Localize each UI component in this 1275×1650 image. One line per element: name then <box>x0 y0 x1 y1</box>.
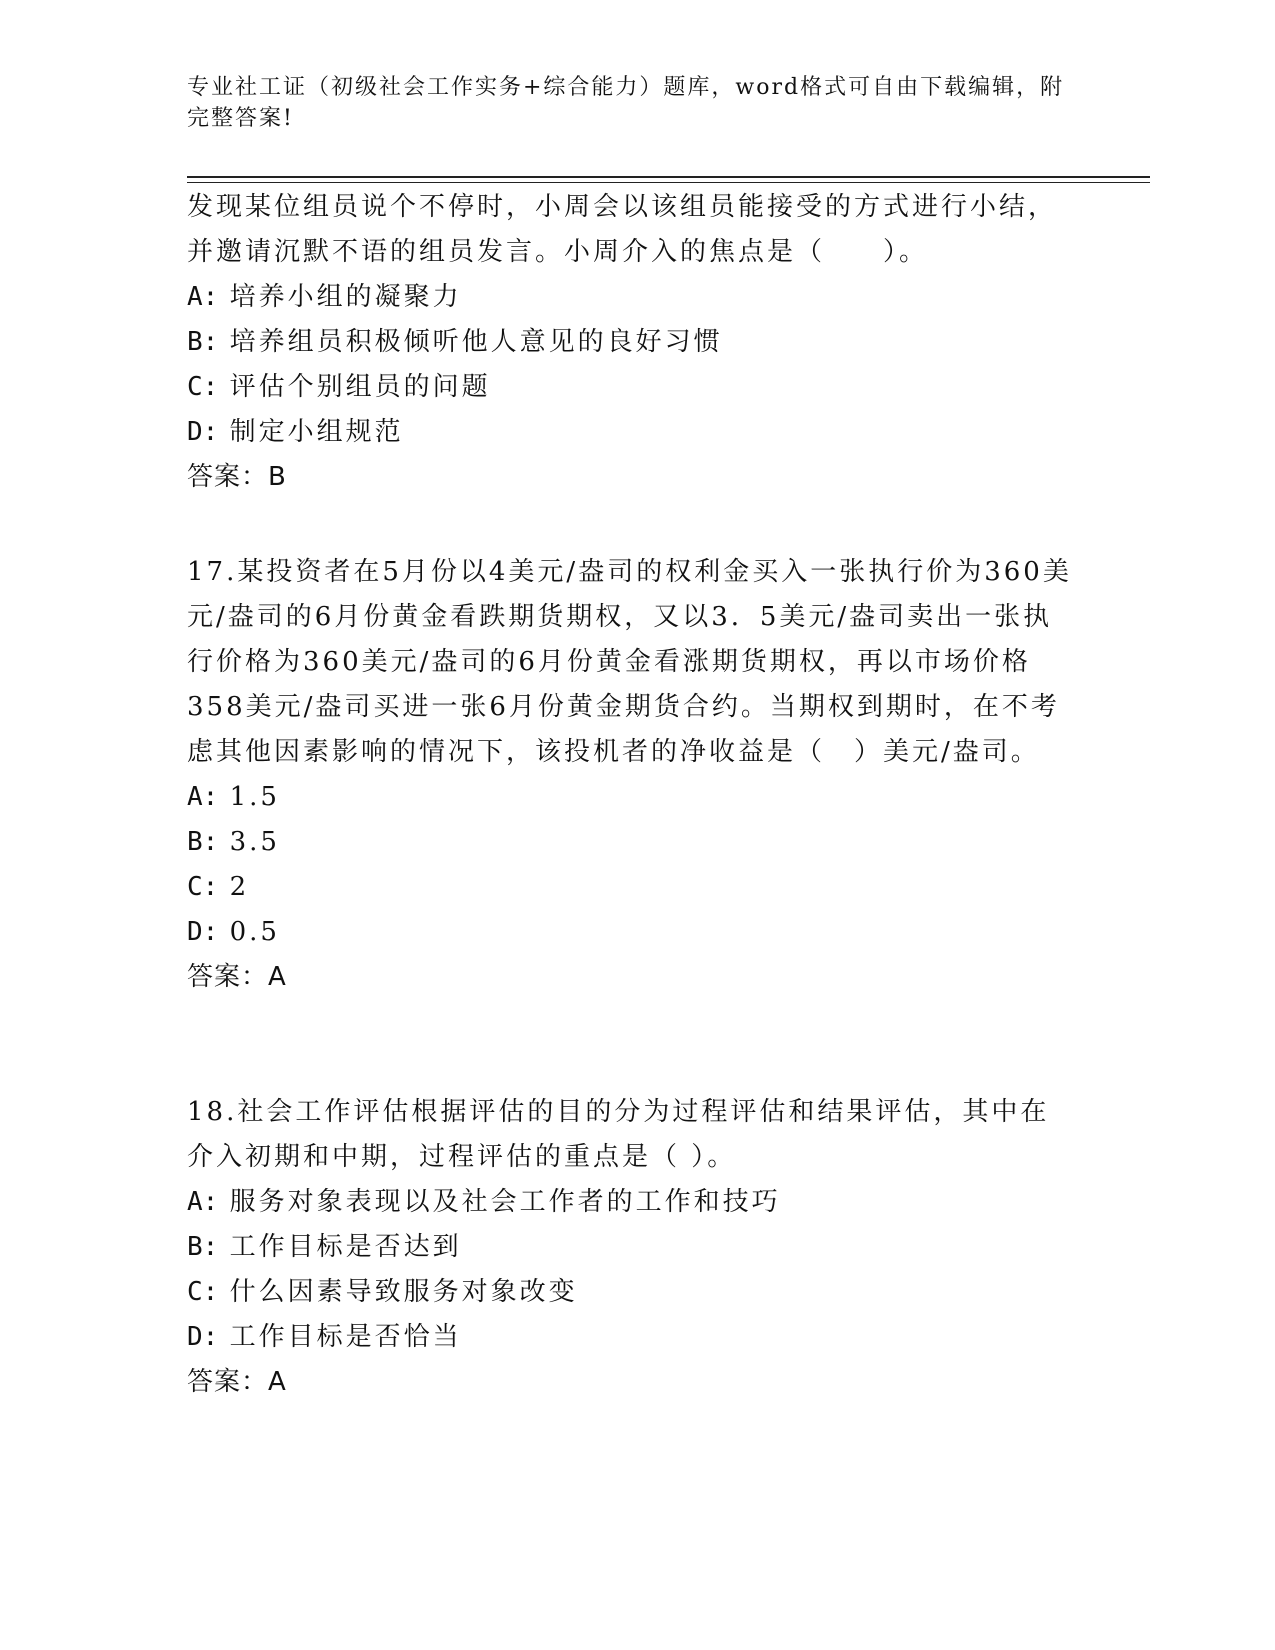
header-rule-thin <box>187 182 1150 183</box>
option-text: 培养组员积极倾听他人意见的良好习惯 <box>229 327 723 357</box>
answer-line: 答案：B <box>187 462 287 492</box>
option-key: C: <box>187 872 219 902</box>
answer-line: 答案：A <box>187 962 287 992</box>
page-header: 专业社工证（初级社会工作实务+综合能力）题库，word格式可自由下载编辑，附完整答案! <box>187 75 1065 131</box>
option-text: 评估个别组员的问题 <box>229 372 491 402</box>
question-text: 发现某位组员说个不停时，小周会以该组员能接受的方式进行小结，并邀请沉默不语的组员发言。小周介入的焦点是（ ）。 <box>187 192 1058 267</box>
option-key: C: <box>187 372 219 402</box>
question-block-16 <box>187 185 1077 500</box>
option-b <box>187 820 1077 865</box>
option-key: B: <box>187 327 219 357</box>
option-key: A: <box>187 1187 219 1217</box>
option-text: 3.5 <box>229 827 280 857</box>
option-text: 0.5 <box>229 917 280 947</box>
option-text: 什么因素导致服务对象改变 <box>229 1277 578 1307</box>
option-key: A: <box>187 282 219 312</box>
question-block-18 <box>187 1090 1077 1405</box>
option-text: 工作目标是否恰当 <box>229 1322 462 1352</box>
option-a <box>187 1180 1077 1225</box>
option-key: B: <box>187 827 219 857</box>
option-b <box>187 320 1077 365</box>
option-a <box>187 275 1077 320</box>
option-text: 制定小组规范 <box>229 417 404 447</box>
option-key: A: <box>187 782 219 812</box>
option-c <box>187 1270 1077 1315</box>
question-text: 18.社会工作评估根据评估的目的分为过程评估和结果评估，其中在介入初期和中期，过程评估的重点是（ ）。 <box>187 1097 1050 1172</box>
question-block-17 <box>187 550 1077 1000</box>
option-d <box>187 1315 1077 1360</box>
header-rule-thick <box>187 176 1150 178</box>
option-key: B: <box>187 1232 219 1262</box>
option-text: 培养小组的凝聚力 <box>229 282 462 312</box>
option-key: D: <box>187 1322 219 1352</box>
option-key: D: <box>187 417 219 447</box>
answer-line: 答案：A <box>187 1367 287 1397</box>
option-b <box>187 1225 1077 1270</box>
option-key: D: <box>187 917 219 947</box>
option-a <box>187 775 1077 820</box>
option-d <box>187 410 1077 455</box>
option-text: 1.5 <box>229 782 280 812</box>
option-text: 工作目标是否达到 <box>229 1232 462 1262</box>
option-d <box>187 910 1077 955</box>
option-c <box>187 865 1077 910</box>
option-key: C: <box>187 1277 219 1307</box>
question-text: 17.某投资者在5月份以4美元/盎司的权利金买入一张执行价为360美元/盎司的6月份黄金看跌期货期权，又以3．5美元/盎司卖出一张执行价格为360美元/盎司的6月份黄金看涨期货期权，再以市场价格358美元/盎司买进一张6月份黄金期货合约。当期权到期时，在不考虑其他因素影响的情况下，该投机者的净收益是（ ）美元/盎司。 <box>187 557 1072 767</box>
option-text: 2 <box>229 872 250 902</box>
option-text: 服务对象表现以及社会工作者的工作和技巧 <box>229 1187 781 1217</box>
option-c <box>187 365 1077 410</box>
